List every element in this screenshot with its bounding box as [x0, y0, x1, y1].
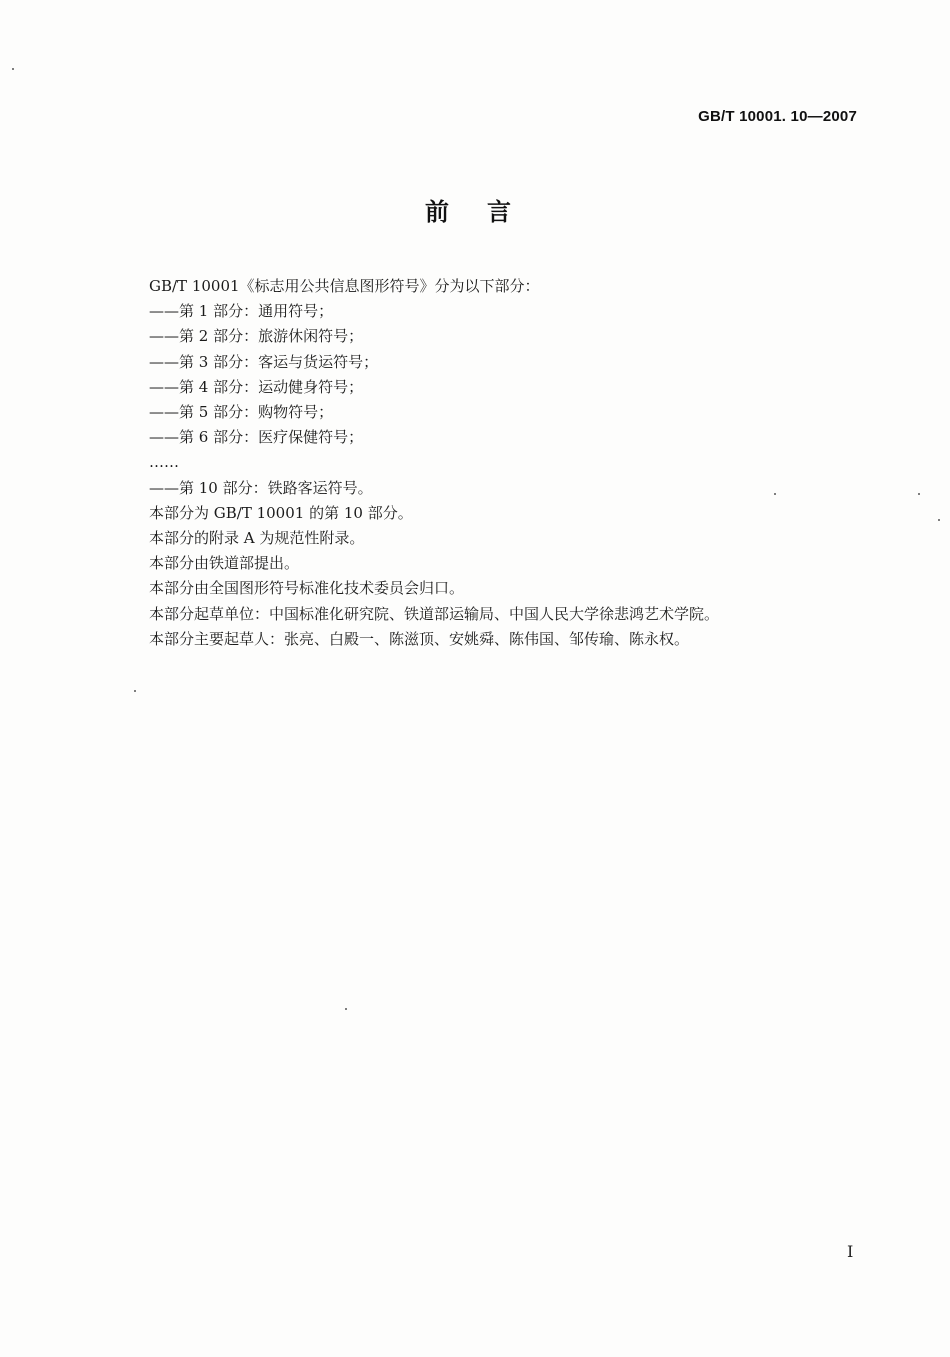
page-title: 前言	[425, 198, 549, 226]
scan-speck	[918, 493, 920, 495]
preface-line: ——第 4 部分：运动健身符号；	[149, 377, 364, 396]
preface-line: ——第 10 部分：铁路客运符号。	[149, 478, 373, 497]
preface-line: 本部分由铁道部提出。	[149, 554, 300, 573]
preface-line: 本部分的附录 A 为规范性附录。	[149, 529, 365, 548]
preface-line: 本部分为 GB/T 10001 的第 10 部分。	[149, 503, 413, 522]
preface-line: 本部分起草单位：中国标准化研究院、铁道部运输局、中国人民大学徐悲鸿艺术学院。	[149, 604, 720, 623]
preface-body	[149, 274, 849, 652]
scan-speck	[134, 690, 136, 692]
preface-line: 本部分主要起草人：张亮、白殿一、陈滋顶、安姚舜、陈伟国、邹传瑜、陈永权。	[149, 629, 690, 648]
preface-line: ——第 5 部分：购物符号；	[149, 403, 334, 422]
preface-line: ——第 1 部分：通用符号；	[149, 302, 334, 321]
preface-line: ——第 2 部分：旅游休闲符号；	[149, 327, 364, 346]
scan-speck	[12, 68, 14, 70]
scan-speck	[774, 493, 776, 495]
preface-line: GB/T 10001《标志用公共信息图形符号》分为以下部分：	[149, 277, 540, 295]
page-number: I	[847, 1242, 854, 1261]
preface-line: ——第 6 部分：医疗保健符号；	[149, 428, 364, 447]
preface-line: ——第 3 部分：客运与货运符号；	[149, 352, 379, 371]
scan-speck	[345, 1008, 347, 1010]
preface-line: 本部分由全国图形符号标准化技术委员会归口。	[149, 579, 465, 598]
preface-line: ……	[149, 453, 179, 472]
document-code: GB/T 10001. 10—2007	[698, 108, 857, 125]
scan-speck	[938, 519, 940, 521]
